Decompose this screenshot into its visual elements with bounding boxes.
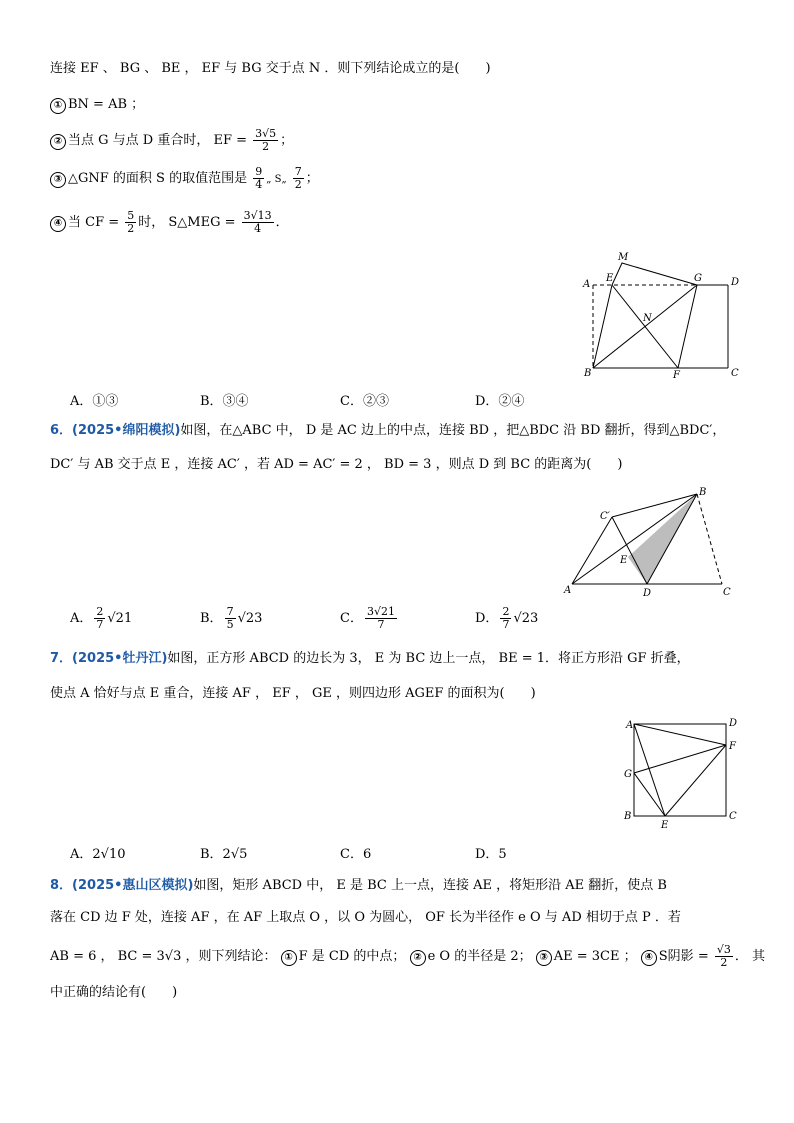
q8-line3-b: F 是 CD 的中点； — [298, 949, 406, 964]
circled-number-4: ④ — [50, 216, 66, 232]
q7-option-b[interactable]: B．2√5 — [200, 847, 248, 862]
fig5-label-C: C — [731, 368, 739, 379]
q6-option-b-num: 7 — [226, 605, 234, 618]
q6-option-d-den: 7 — [502, 618, 510, 631]
fig5-label-G: G — [694, 273, 702, 284]
q5-figure — [575, 245, 750, 380]
q5-s4-mid: 时， S△MEG = — [138, 215, 236, 230]
circled-number-1: ① — [50, 98, 66, 114]
q7-header: 7．(2025•牡丹江) — [50, 651, 168, 666]
q6-text-1: 如图，在△ABC 中， D 是 AC 边上的中点，连接 BD ，把△BDC 沿 BD 翻折，得到△BDC′， — [180, 423, 726, 438]
q5-s4-pre: 当 CF = — [68, 215, 120, 230]
q8-text-1: 如图，矩形 ABCD 中， E 是 BC 上一点，连接 AE ，将矩形沿 AE 翻折，使点 B — [193, 878, 667, 893]
q6-option-a-tail: √21 — [107, 611, 133, 626]
q6-option-c[interactable] — [340, 606, 399, 631]
q6-option-b-den: 5 — [226, 618, 234, 631]
q5-s2-den: 2 — [262, 140, 270, 153]
q6-option-a-den: 7 — [96, 618, 104, 631]
q8-line3-c: e O 的半径是 2； — [427, 949, 532, 964]
q6-line-1 — [50, 422, 725, 440]
q6-option-b-tail: √23 — [237, 611, 263, 626]
q8-line-4: 中正确的结论有( ) — [50, 985, 178, 1000]
q7-figure — [620, 712, 745, 832]
q6-option-b-label: B． — [200, 611, 223, 626]
q6-option-c-den: 7 — [377, 618, 385, 631]
fig6-label-A: A — [564, 585, 572, 596]
q5-s4-num: 5 — [127, 209, 135, 222]
q5-s1-text: BN = AB ； — [68, 97, 145, 112]
q5-statement-4 — [50, 210, 289, 235]
q7-text-1: 如图，正方形 ABCD 的边长为 3， E 为 BC 边上一点， BE = 1．将正方形沿 GF 折叠， — [167, 651, 690, 666]
q6-option-d-tail: √23 — [513, 611, 539, 626]
q5-stem: 连接 EF 、 BG 、 BE ， EF 与 BG 交于点 N ．则下列结论成立的是( ) — [50, 61, 491, 76]
circled-number-2: ② — [50, 134, 66, 150]
q7-option-c[interactable]: C．6 — [340, 847, 372, 862]
q5-s3-mid: „ S„ — [266, 174, 287, 185]
q6-figure — [560, 485, 760, 600]
q7-line-2: 使点 A 恰好与点 E 重合，连接 AF ， EF ， GE ，则四边形 AGEF 的面积为( ) — [50, 686, 536, 701]
q5-s4-r-num: 3√13 — [243, 209, 272, 222]
q7-line-1 — [50, 650, 690, 668]
circled-number-1: ① — [281, 950, 297, 966]
q5-s3-b-den: 2 — [294, 178, 302, 191]
q6-option-a-label: A． — [70, 611, 93, 626]
q6-option-a[interactable] — [70, 606, 132, 631]
q6-line-2: DC′ 与 AB 交于点 E ，连接 AC′ ，若 AD = AC′ = 2 ， BD = 3 ，则点 D 到 BC 的距离为( ) — [50, 457, 623, 472]
fig7-label-C: C — [729, 811, 737, 822]
q5-s3-a-num: 9 — [255, 165, 263, 178]
q5-s2-post: ； — [280, 133, 294, 148]
q7-option-d[interactable]: D．5 — [475, 847, 507, 862]
q5-s3-pre: △GNF 的面积 S 的取值范围是 — [68, 171, 248, 186]
q8-line3-e: S阴影 = — [658, 949, 709, 964]
q5-s4-r-den: 4 — [254, 222, 262, 235]
q5-option-b[interactable]: B．③④ — [200, 394, 249, 409]
fig5-label-N: N — [643, 313, 652, 324]
q5-s2-fraction — [253, 128, 278, 153]
q5-s4-result — [242, 210, 274, 235]
q8-num: √3 — [716, 943, 731, 956]
fig7-label-G: G — [624, 769, 632, 780]
q8-fraction — [715, 944, 733, 969]
fig5-label-F: F — [673, 370, 680, 380]
q5-s2-num: 3√5 — [255, 127, 277, 140]
q5-s4-post: ． — [275, 215, 289, 230]
q8-line-3 — [50, 944, 765, 969]
q6-option-d[interactable] — [475, 606, 538, 631]
q5-statement-2 — [50, 128, 293, 153]
q5-s3-fraction-a — [253, 166, 264, 191]
circled-number-3: ③ — [536, 950, 552, 966]
q5-s4-den: 2 — [127, 222, 135, 235]
fig5-label-B: B — [584, 368, 592, 379]
q5-s3-post: ； — [305, 171, 319, 186]
q5-option-a[interactable]: A．①③ — [70, 394, 119, 409]
q8-header: 8．(2025•惠山区模拟) — [50, 878, 194, 893]
fig7-label-D: D — [729, 718, 738, 729]
q5-s3-fraction-b — [293, 166, 304, 191]
fig7-label-F: F — [729, 741, 736, 752]
q5-statement-1 — [50, 96, 144, 114]
fig7-label-B: B — [624, 811, 632, 822]
fig5-label-M: M — [618, 252, 629, 263]
q6-option-a-num: 2 — [96, 605, 104, 618]
fig5-label-A: A — [583, 279, 591, 290]
circled-number-2: ② — [410, 950, 426, 966]
q6-option-c-label: C． — [340, 611, 363, 626]
q6-option-d-num: 2 — [502, 605, 510, 618]
q5-s3-b-num: 7 — [294, 165, 302, 178]
q8-line-1 — [50, 877, 667, 895]
q8-line3-f: ． 其 — [734, 949, 766, 964]
q6-header: 6．(2025•绵阳模拟) — [50, 423, 181, 438]
fig6-label-E: E — [620, 555, 628, 566]
q5-option-c[interactable]: C．②③ — [340, 394, 389, 409]
q6-option-d-label: D． — [475, 611, 499, 626]
fig6-label-D: D — [643, 588, 652, 599]
q8-line3-d: AE = 3CE ； — [553, 949, 637, 964]
q7-option-a[interactable]: A．2√10 — [70, 847, 126, 862]
fig6-label-C-prime: C′ — [600, 511, 610, 522]
q8-line-2: 落在 CD 边 F 处，连接 AF ，在 AF 上取点 O ，以 O 为圆心， OF 长为半径作 e O 与 AD 相切于点 P ．若 — [50, 910, 681, 925]
fig6-label-B: B — [699, 487, 707, 498]
q5-s3-a-den: 4 — [255, 178, 263, 191]
q6-option-c-num: 3√21 — [366, 605, 395, 618]
q6-option-b[interactable] — [200, 606, 262, 631]
circled-number-3: ③ — [50, 172, 66, 188]
q5-s2-pre: 当点 G 与点 D 重合时， EF = — [68, 133, 248, 148]
q8-line3-a: AB = 6 ， BC = 3√3 ，则下列结论： — [50, 949, 277, 964]
q8-den: 2 — [720, 956, 728, 969]
q5-s4-fraction — [125, 210, 136, 235]
fig5-label-D: D — [731, 277, 740, 288]
circled-number-4: ④ — [641, 950, 657, 966]
fig7-label-E: E — [661, 820, 669, 831]
q5-option-d[interactable]: D．②④ — [475, 394, 525, 409]
fig6-label-C: C — [723, 587, 731, 598]
fig7-label-A: A — [626, 720, 634, 731]
fig5-label-E: E — [606, 273, 614, 284]
q5-statement-3 — [50, 166, 319, 191]
